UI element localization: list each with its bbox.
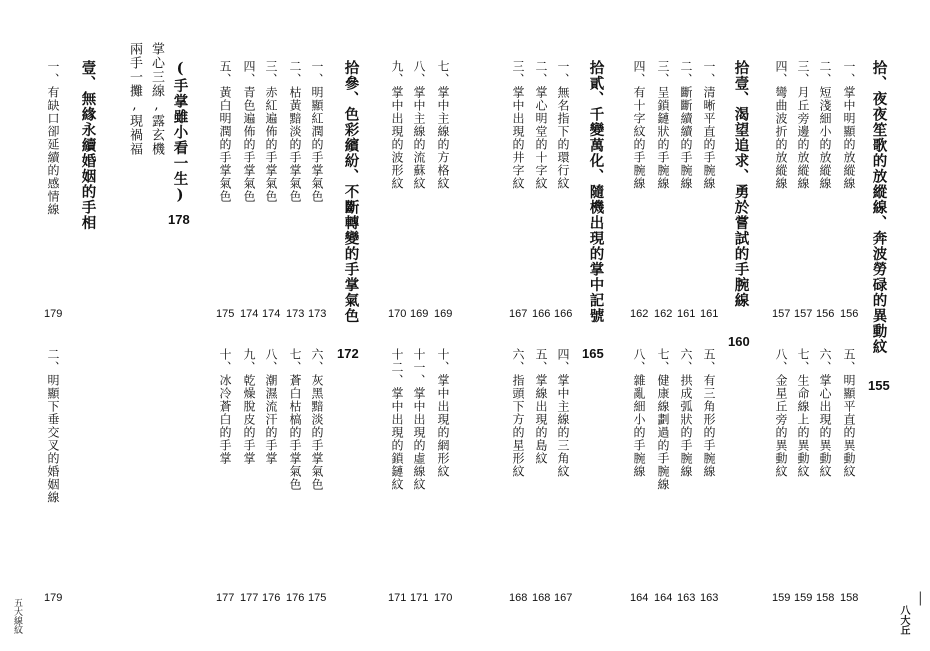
- footer-right: 八大丘: [898, 605, 909, 635]
- page-number: 162: [630, 308, 649, 320]
- page-number: 161: [677, 308, 696, 320]
- page-number: 176: [262, 592, 281, 604]
- toc-entry: 七、生命線上的異動紋: [796, 348, 810, 478]
- toc-entry: 二、短淺細小的放縱線: [818, 60, 832, 190]
- toc-entry: 七、掌中主線的方格紋: [436, 60, 450, 190]
- toc-entry: 三、月丘旁邊的放縱線: [796, 60, 810, 190]
- page-number: 174: [240, 308, 259, 320]
- toc-entry: 一、無名指下的環行紋: [556, 60, 570, 190]
- toc-entry: 五、黃白明潤的手掌氣色: [218, 60, 232, 203]
- page-number: 157: [794, 308, 813, 320]
- page-edge-mark: |: [918, 590, 923, 606]
- page-number: 175: [216, 308, 235, 320]
- page-number: 171: [410, 592, 429, 604]
- toc-entry: 一、明顯紅潤的手掌氣色: [310, 60, 324, 203]
- page-number: 158: [840, 592, 859, 604]
- toc-entry: 五、有三角形的手腕線: [702, 348, 716, 478]
- section-title-1: 壹、無緣永續婚姻的手相: [79, 60, 97, 231]
- page-number: 159: [772, 592, 791, 604]
- page-number: 173: [286, 308, 305, 320]
- page-number: 174: [262, 308, 281, 320]
- page-number: 163: [700, 592, 719, 604]
- toc-entry: 七、蒼白枯槁的手掌氣色: [288, 348, 302, 491]
- toc-entry: 十二、掌中出現的鎖鏈紋: [390, 348, 404, 491]
- page-number: 169: [434, 308, 453, 320]
- page-number: 177: [240, 592, 259, 604]
- section-title-10: 拾、夜夜笙歌的放縱線、奔波勞碌的異動紋: [870, 60, 888, 355]
- toc-entry: 五、掌線出現的島紋: [534, 348, 548, 465]
- toc-entry: 十一、掌中出現的虛線紋: [412, 348, 426, 491]
- toc-entry: 三、呈鎖鏈狀的手腕線: [656, 60, 670, 190]
- page-number: 156: [840, 308, 859, 320]
- toc-entry: 一、清晰平直的手腕線: [702, 60, 716, 190]
- page-number: 163: [677, 592, 696, 604]
- toc-entry: 九、乾燥脫皮的手掌: [242, 348, 256, 465]
- toc-entry: 二、枯黃黯淡的手掌氣色: [288, 60, 302, 203]
- page-number: 176: [286, 592, 305, 604]
- toc-entry: 一、有缺口卻延續的感情線: [46, 60, 60, 216]
- toc-entry: 七、健康線劃過的手腕線: [656, 348, 670, 491]
- toc-entry: 六、掌心出現的異動紋: [818, 348, 832, 478]
- page-number: 179: [44, 308, 63, 320]
- toc-entry: 六、灰黑黯淡的手掌氣色: [310, 348, 324, 491]
- page-number: 175: [308, 592, 327, 604]
- footer-left: 五大線紋: [12, 598, 22, 634]
- page-number: 158: [816, 592, 835, 604]
- toc-entry: 四、有十字紋的手腕線: [632, 60, 646, 190]
- toc-entry: 二、明顯下垂交叉的婚姻線: [46, 348, 60, 504]
- page-number: 156: [816, 308, 835, 320]
- page-number: 164: [654, 592, 673, 604]
- section-page-10: 155: [868, 378, 890, 393]
- toc-entry: 九、掌中出現的波形紋: [390, 60, 404, 190]
- page-number: 170: [434, 592, 453, 604]
- page-number: 169: [410, 308, 429, 320]
- toc-entry: 二、掌心明堂的十字紋: [534, 60, 548, 190]
- small-section-title: (手掌雖小看一生): [171, 60, 189, 205]
- toc-entry: 八、金星丘旁的異動紋: [774, 348, 788, 478]
- section-title-11: 拾壹、渴望追求、勇於嘗試的手腕線: [732, 60, 750, 308]
- toc-entry: 六、拱成弧狀的手腕線: [679, 348, 693, 478]
- page-number: 159: [794, 592, 813, 604]
- toc-entry: 四、掌中主線的三角紋: [556, 348, 570, 478]
- toc-entry: 四、青色遍佈的手掌氣色: [242, 60, 256, 203]
- toc-entry: 五、明顯平直的異動紋: [842, 348, 856, 478]
- toc-entry: 四、彎曲波折的放縱線: [774, 60, 788, 190]
- section-page-12: 165: [582, 346, 604, 361]
- page-number: 164: [630, 592, 649, 604]
- toc-entry: 八、雜亂細小的手腕線: [632, 348, 646, 478]
- page-number: 173: [308, 308, 327, 320]
- small-section-page: 178: [168, 212, 190, 227]
- section-page-11: 160: [728, 334, 750, 349]
- page-number: 162: [654, 308, 673, 320]
- page-number: 171: [388, 592, 407, 604]
- page-number: 170: [388, 308, 407, 320]
- toc-entry: 三、掌中出現的井字紋: [511, 60, 525, 190]
- section-title-12: 拾貳、千變萬化、隨機出現的掌中記號: [587, 60, 605, 324]
- section-page-13: 172: [337, 346, 359, 361]
- toc-entry: 十、掌中出現的網形紋: [436, 348, 450, 478]
- page-number: 166: [554, 308, 573, 320]
- page-number: 179: [44, 592, 63, 604]
- toc-entry: 三、赤紅遍佈的手掌氣色: [264, 60, 278, 203]
- toc-entry: 二、斷斷續續的手腕線: [679, 60, 693, 190]
- page-number: 177: [216, 592, 235, 604]
- small-section-line: 掌心三線,露玄機: [149, 42, 164, 156]
- page-number: 166: [532, 308, 551, 320]
- page-number: 161: [700, 308, 719, 320]
- page-number: 167: [509, 308, 528, 320]
- page-number: 167: [554, 592, 573, 604]
- toc-entry: 八、潮濕流汗的手掌: [264, 348, 278, 465]
- page-number: 168: [509, 592, 528, 604]
- page-number: 157: [772, 308, 791, 320]
- section-title-13: 拾參、色彩繽紛、不斷轉變的手掌氣色: [342, 60, 360, 324]
- toc-entry: 十、冰冷蒼白的手掌: [218, 348, 232, 465]
- small-section-line: 兩手一攤,現禍福: [127, 42, 142, 156]
- page-number: 168: [532, 592, 551, 604]
- toc-entry: 六、指頭下方的星形紋: [511, 348, 525, 478]
- toc-entry: 一、掌中明顯的放縱線: [842, 60, 856, 190]
- toc-entry: 八、掌中主線的流蘇紋: [412, 60, 426, 190]
